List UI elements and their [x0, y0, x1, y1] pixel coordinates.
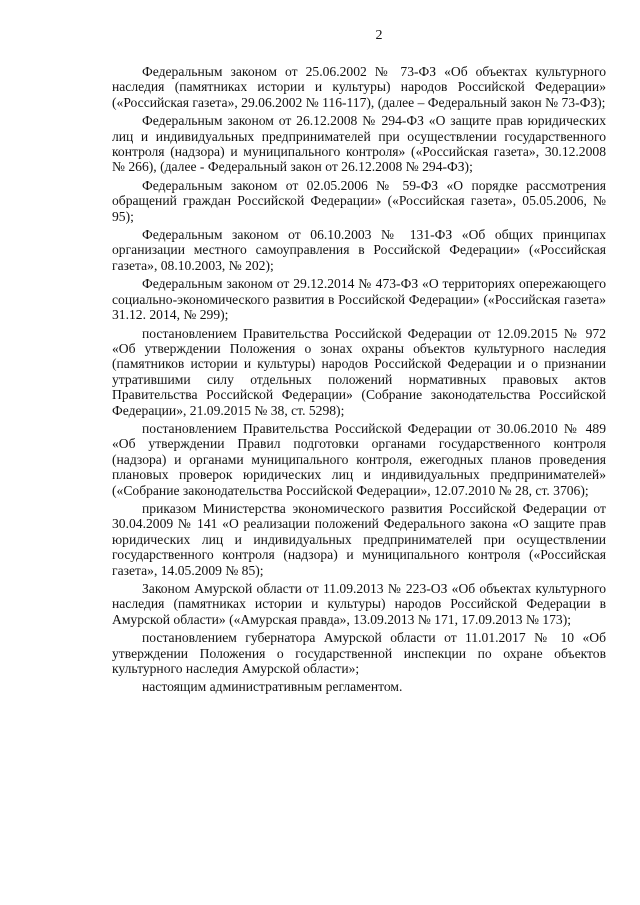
paragraph-fz-131: Федеральным законом от 06.10.2003 № 131-ФЗ «Об общих принципах организации местного самоуправления в Российской Федерации» («Российская газета», 08.10.2003, № 202);	[112, 227, 606, 273]
paragraph-fz-59: Федеральным законом от 02.05.2006 № 59-ФЗ «О порядке рассмотрения обращений граждан Российской Федерации» («Российская газета», 05.05.2006, № 95);	[112, 177, 606, 224]
paragraph-order-141: приказом Министерства экономического развития Российской Федерации от 30.04.2009 № 141 «О реализации положений Федерального закона «О защите прав юридических лиц и индивидуальных предпринимателей при осуществлении государственного контроля (надзора) и муниципального контроля («Российская газета», 14.05.2009 № 85);	[112, 500, 606, 578]
paragraph-fz-294: Федеральным законом от 26.12.2008 № 294-ФЗ «О защите прав юридических лиц и индивидуальных предпринимателей при осуществлении государственного контроля (надзора) и муниципального контроля» («Российская газета», 30.12.2008 № 266), (далее - Федеральный закон от 26.12.2008 № 294-ФЗ);	[112, 113, 606, 175]
paragraph-fz-73: Федеральным законом от 25.06.2002 № 73-ФЗ «Об объектах культурного наследия (памятниках истории и культуры) народов Российской Федерации» («Российская газета», 29.06.2002 № 116-117), (далее – Федеральный закон № 73-ФЗ);	[112, 64, 606, 110]
paragraph-amur-law-223: Законом Амурской области от 11.09.2013 № 223-ОЗ «Об объектах культурного наследия (памятниках истории и культуры) народов Российской Федерации в Амурской области» («Амурская правда», 13.09.2013 № 171, 17.09.2013 № 173);	[112, 581, 606, 627]
page-number: 2	[375, 28, 383, 43]
paragraph-governor-resolution-10: постановлением губернатора Амурской области от 11.01.2017 № 10 «Об утверждении Положения о государственной инспекции по охране объектов культурного наследия Амурской области»;	[112, 630, 606, 677]
paragraph-resolution-972: постановлением Правительства Российской Федерации от 12.09.2015 № 972 «Об утверждении Положения о зонах охраны объектов культурного наследия (памятников истории и культуры) народов Российской Федерации и о признании утратившими силу отдельных положений нормативных правовых актов Правительства Российской Федерации» (Собрание законодательства Российской Федерации», 21.09.2015 № 38, ст. 5298);	[112, 325, 606, 418]
paragraph-fz-473: Федеральным законом от 29.12.2014 № 473-ФЗ «О территориях опережающего социально-экономического развития в Российской Федерации» («Российская газета» 31.12. 2014, № 299);	[112, 276, 606, 323]
paragraph-regulation: настоящим административным регламентом.	[142, 679, 403, 695]
paragraph-resolution-489: постановлением Правительства Российской Федерации от 30.06.2010 № 489 «Об утверждении Правил подготовки органами государственного контроля (надзора) и органами муниципального контроля, ежегодных планов проведения плановых проверок юридических лиц и индивидуальных предпринимателей» («Собрание законодательства Российской Федерации», 12.07.2010 № 28, ст. 3706);	[112, 420, 606, 498]
